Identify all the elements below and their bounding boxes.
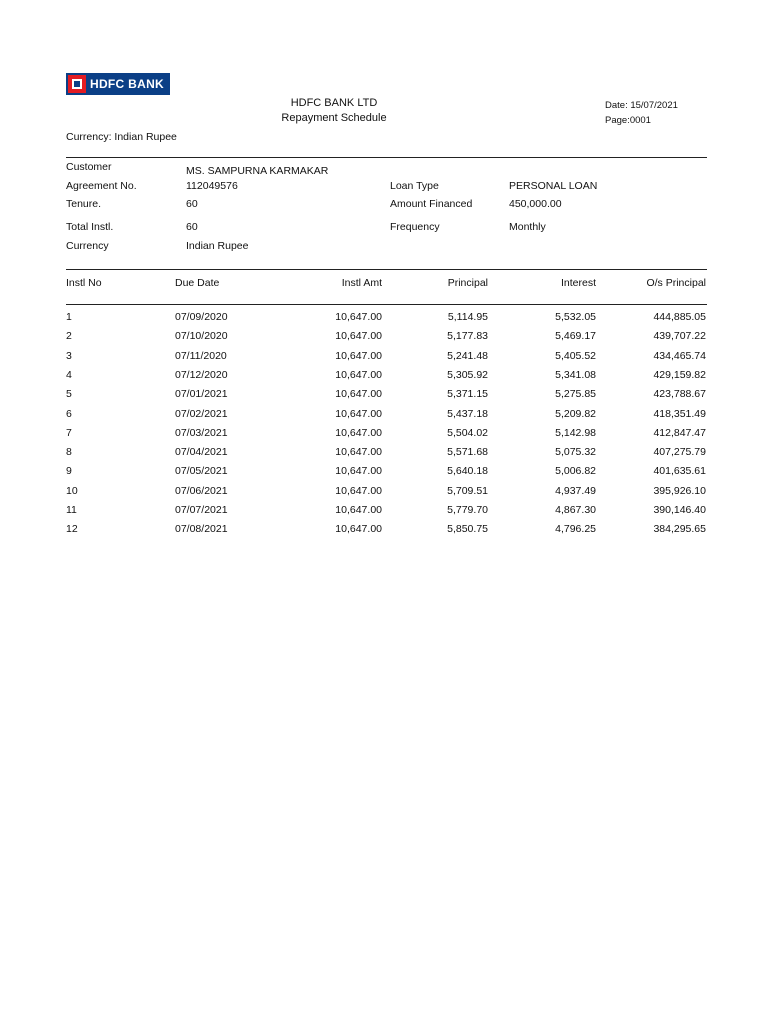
cell-os-principal: 407,275.79 [653, 446, 706, 458]
cell-due-date: 07/01/2021 [175, 388, 228, 400]
cell-interest: 5,006.82 [555, 465, 596, 477]
cell-due-date: 07/07/2021 [175, 504, 228, 516]
col-header-instl-no: Instl No [66, 277, 102, 289]
company-name: HDFC BANK LTD [290, 97, 378, 109]
cell-interest: 4,867.30 [555, 504, 596, 516]
cell-instl-no: 1 [66, 311, 72, 323]
customer-label: Customer [66, 161, 112, 173]
cell-principal: 5,504.02 [447, 427, 488, 439]
cell-due-date: 07/02/2021 [175, 408, 228, 420]
cell-instl-no: 3 [66, 350, 72, 362]
cell-instl-amt: 10,647.00 [335, 350, 382, 362]
cell-instl-amt: 10,647.00 [335, 369, 382, 381]
total-instl-label: Total Instl. [66, 221, 114, 233]
cell-principal: 5,850.75 [447, 523, 488, 535]
table-header-divider [66, 304, 707, 305]
cell-instl-amt: 10,647.00 [335, 465, 382, 477]
cell-instl-amt: 10,647.00 [335, 311, 382, 323]
cell-interest: 5,405.52 [555, 350, 596, 362]
cell-instl-amt: 10,647.00 [335, 523, 382, 535]
col-header-os-principal: O/s Principal [646, 277, 706, 289]
cell-os-principal: 434,465.74 [653, 350, 706, 362]
cell-instl-no: 7 [66, 427, 72, 439]
cell-due-date: 07/10/2020 [175, 330, 228, 342]
cell-principal: 5,241.48 [447, 350, 488, 362]
col-header-due-date: Due Date [175, 277, 220, 289]
cell-os-principal: 418,351.49 [653, 408, 706, 420]
col-header-instl-amt: Instl Amt [341, 277, 382, 289]
amount-financed-label: Amount Financed [390, 198, 473, 210]
cell-principal: 5,779.70 [447, 504, 488, 516]
currency-value: Indian Rupee [186, 240, 249, 252]
cell-os-principal: 423,788.67 [653, 388, 706, 400]
agreement-label: Agreement No. [66, 180, 137, 192]
cell-due-date: 07/03/2021 [175, 427, 228, 439]
cell-principal: 5,114.95 [447, 311, 488, 323]
frequency-label: Frequency [390, 221, 440, 233]
cell-interest: 4,796.25 [555, 523, 596, 535]
cell-os-principal: 390,146.40 [653, 504, 706, 516]
cell-principal: 5,709.51 [447, 485, 488, 497]
cell-due-date: 07/11/2020 [175, 350, 227, 362]
frequency-value: Monthly [509, 221, 546, 233]
cell-instl-no: 11 [66, 504, 77, 516]
cell-instl-no: 2 [66, 330, 72, 342]
cell-os-principal: 439,707.22 [653, 330, 706, 342]
cell-interest: 4,937.49 [555, 485, 596, 497]
cell-interest: 5,469.17 [555, 330, 596, 342]
cell-instl-no: 5 [66, 388, 72, 400]
cell-interest: 5,142.98 [555, 427, 596, 439]
cell-due-date: 07/04/2021 [175, 446, 228, 458]
cell-instl-amt: 10,647.00 [335, 330, 382, 342]
cell-principal: 5,571.68 [447, 446, 488, 458]
cell-instl-amt: 10,647.00 [335, 485, 382, 497]
cell-due-date: 07/09/2020 [175, 311, 228, 323]
cell-os-principal: 412,847.47 [653, 427, 706, 439]
cell-instl-no: 8 [66, 446, 72, 458]
cell-instl-no: 4 [66, 369, 72, 381]
loan-type-label: Loan Type [390, 180, 439, 192]
header-divider [66, 157, 707, 158]
cell-instl-amt: 10,647.00 [335, 427, 382, 439]
loan-type-value: PERSONAL LOAN [509, 180, 598, 192]
cell-os-principal: 395,926.10 [653, 485, 706, 497]
cell-principal: 5,177.83 [447, 330, 488, 342]
cell-instl-no: 12 [66, 523, 78, 535]
document-title: Repayment Schedule [281, 112, 387, 124]
currency-line: Currency: Indian Rupee [66, 131, 177, 143]
cell-interest: 5,275.85 [555, 388, 596, 400]
cell-due-date: 07/12/2020 [175, 369, 228, 381]
cell-os-principal: 429,159.82 [653, 369, 706, 381]
cell-interest: 5,532.05 [555, 311, 596, 323]
cell-instl-no: 6 [66, 408, 72, 420]
hdfc-logo-icon [68, 75, 86, 93]
cell-instl-no: 10 [66, 485, 78, 497]
logo-text: HDFC BANK [90, 77, 165, 91]
cell-instl-amt: 10,647.00 [335, 388, 382, 400]
tenure-value: 60 [186, 198, 198, 210]
table-top-divider [66, 269, 707, 270]
cell-instl-amt: 10,647.00 [335, 504, 382, 516]
page-number: Page:0001 [605, 115, 651, 126]
cell-principal: 5,371.15 [447, 388, 488, 400]
tenure-label: Tenure. [66, 198, 102, 210]
total-instl-value: 60 [186, 221, 198, 233]
cell-instl-amt: 10,647.00 [335, 408, 382, 420]
currency-label: Currency [66, 240, 109, 252]
amount-financed-value: 450,000.00 [509, 198, 562, 210]
cell-instl-amt: 10,647.00 [335, 446, 382, 458]
col-header-interest: Interest [560, 277, 596, 289]
cell-due-date: 07/08/2021 [175, 523, 228, 535]
cell-os-principal: 444,885.05 [653, 311, 706, 323]
cell-os-principal: 384,295.65 [653, 523, 706, 535]
agreement-value: 112049576 [186, 180, 238, 192]
cell-due-date: 07/06/2021 [175, 485, 228, 497]
cell-interest: 5,341.08 [555, 369, 596, 381]
col-header-principal: Principal [447, 277, 488, 289]
cell-instl-no: 9 [66, 465, 72, 477]
hdfc-logo [66, 73, 170, 95]
cell-principal: 5,437.18 [447, 408, 488, 420]
cell-interest: 5,075.32 [555, 446, 596, 458]
cell-due-date: 07/05/2021 [175, 465, 228, 477]
customer-value: MS. SAMPURNA KARMAKAR [186, 165, 329, 177]
cell-os-principal: 401,635.61 [653, 465, 706, 477]
cell-principal: 5,640.18 [447, 465, 488, 477]
cell-principal: 5,305.92 [447, 369, 488, 381]
cell-interest: 5,209.82 [555, 408, 596, 420]
report-date: Date: 15/07/2021 [605, 100, 678, 111]
